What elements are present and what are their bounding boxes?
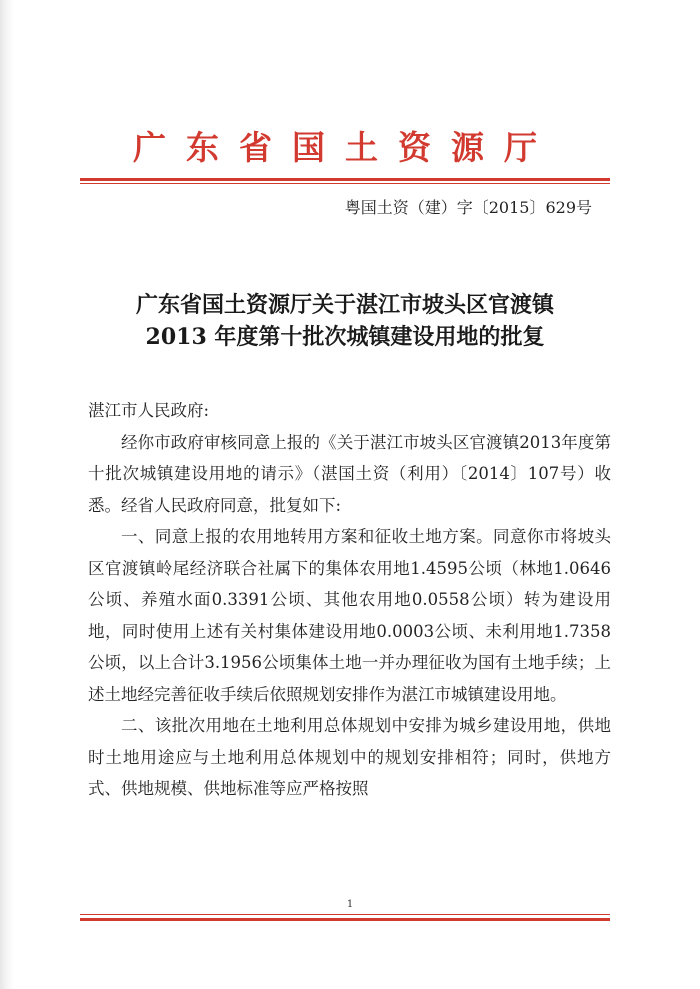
salutation: 湛江市人民政府:: [88, 401, 210, 420]
document-number: 粤国土资（建）字〔2015〕629号: [344, 198, 592, 217]
footer-rule-thick: [80, 918, 610, 921]
body-paragraph: 经你市政府审核同意上报的《关于湛江市坡头区官渡镇2013年度第十批次城镇建设用地的请示》（湛国土资（利用）〔2014〕107号）收悉。经省人民政府同意，批复如下:: [88, 432, 611, 515]
scan-edge-shadow: [0, 0, 20, 989]
document-title: [78, 289, 612, 353]
title-line-1: 广东省国土资源厅关于湛江市坡头区官渡镇: [135, 292, 554, 318]
document-body: [88, 395, 611, 805]
letterhead-org-name: 广东省国土资源厅: [133, 128, 557, 167]
footer-rule-thin: [80, 914, 610, 915]
body-paragraph: 一、同意上报的农用地转用方案和征收土地方案。同意你市将坡头区官渡镇岭尾经济联合社属下的集体农用地1.4595公顷（林地1.0646公顷、养殖水面0.3391公顷、其他农用地0.0558公顷）转为建设用地，同时使用上述有关村集体建设用地0.0003公顷、未利用地1.7358公顷，以上合计3.1956公顷集体土地一并办理征收为国有土地手续；上述土地经完善征收手续后依照规划安排作为湛江市城镇建设用地。: [88, 527, 611, 704]
letterhead-rule-thick: [80, 178, 610, 181]
letterhead-rule-thin: [80, 183, 610, 184]
body-paragraph: 二、该批次用地在土地利用总体规划中安排为城乡建设用地，供地时土地用途应与土地利用总体规划中的规划安排相符；同时，供地方式、供地规模、供地标准等应严格按照: [88, 716, 611, 798]
page-number: 1: [346, 899, 354, 910]
title-line-2: 2013 年度第十批次城镇建设用地的批复: [145, 324, 545, 350]
